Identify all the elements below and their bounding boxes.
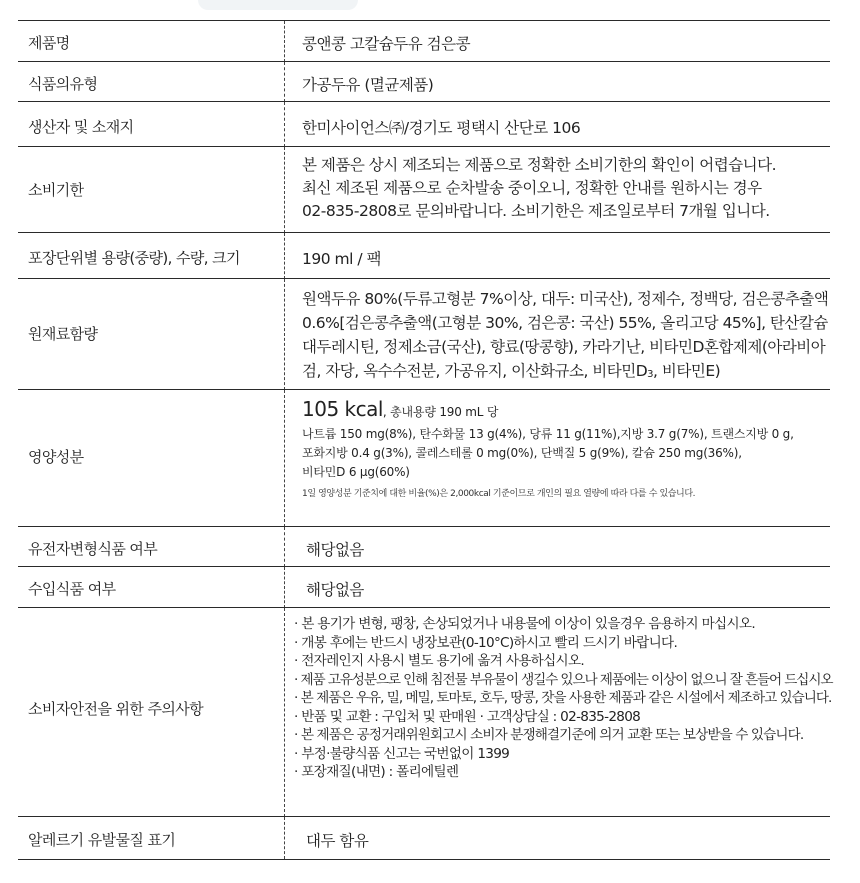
table-row-expiry [18, 146, 830, 233]
table-row-manufacturer [18, 101, 830, 147]
ingredient-line: 원액두유 80%(두류고형분 7%이상, 대두: 미국산), 정제수, 정백당, 검은콩추출액 [302, 290, 829, 308]
column-divider [284, 21, 285, 62]
row-value: 대두 함유 [306, 832, 369, 850]
calorie-headline: 105 kcal [302, 397, 383, 421]
nutrition-footnote: 1일 영양성분 기준치에 대한 비율(%)은 2,000kcal 기준이므로 개인의 필요 열량에 따라 다를 수 있습니다. [302, 489, 696, 499]
row-value [302, 154, 830, 223]
precaution-item: · 반품 및 교환 : 구입처 및 판매원 · 고객상담실 : 02-835-2808 [294, 708, 641, 725]
calorie-note: , 총내용량 190 mL 당 [382, 405, 499, 419]
expiry-line: 최신 제조된 제품으로 순차발송 중이오니, 정확한 안내를 원하시는 경우 [302, 179, 762, 197]
row-label: 유전자변형식품 여부 [28, 540, 158, 558]
background-decoration [198, 0, 358, 10]
row-value [302, 396, 830, 501]
column-divider [284, 62, 285, 102]
row-label: 식품의유형 [28, 75, 98, 93]
product-info-table [18, 0, 833, 883]
column-divider [284, 817, 285, 859]
precaution-item: · 부정·불량식품 신고는 국번없이 1399 [294, 745, 510, 762]
column-divider [284, 390, 285, 527]
precaution-item: · 본 용기가 변형, 팽창, 손상되었거나 내용물에 이상이 있을경우 음용하지 마십시오. [294, 616, 755, 632]
nutrition-line: 포화지방 0.4 g(3%), 콜레스테롤 0 mg(0%), 단백질 5 g(9%), 칼슘 250 mg(36%), [302, 446, 742, 460]
row-value [302, 287, 830, 387]
table-row-nutrition [18, 389, 830, 527]
column-divider [284, 608, 285, 817]
row-label: 수입식품 여부 [28, 580, 116, 598]
ingredient-text: , 비타민E) [653, 362, 721, 380]
table-row-allergens [18, 816, 830, 860]
row-value: 한미사이언스㈜/경기도 평택시 산단로 106 [302, 119, 581, 137]
column-divider [284, 279, 285, 390]
row-label: 포장단위별 용량(중량), 수량, 크기 [28, 249, 240, 267]
precaution-item: · 개봉 후에는 반드시 냉장보관(0-10°C)하시고 빨리 드시기 바랍니다. [294, 634, 678, 651]
table-row-gmo [18, 526, 830, 567]
row-value: 해당없음 [306, 581, 364, 599]
ingredient-line: 0.6%[검은콩추출액(고형분 30%, 검은콩: 국산) 55%, 올리고당 45%], 탄산칼슘 [302, 314, 828, 332]
table-row-food-type [18, 61, 830, 102]
ingredient-text: 검, 자당, 옥수수전분, 가공유지, 이산화규소, 비타민D [302, 362, 648, 380]
table-row-ingredients [18, 278, 830, 390]
ingredient-line [302, 359, 830, 387]
row-label: 소비기한 [28, 181, 84, 199]
row-value: 콩앤콩 고칼슘두유 검은콩 [302, 35, 471, 53]
nutrition-line: 나트륨 150 mg(8%), 탄수화물 13 g(4%), 당류 11 g(11%),지방 3.7 g(7%), 트랜스지방 0 g, [302, 427, 794, 441]
precaution-item: · 본 제품은 우유, 밀, 메밀, 토마토, 호두, 땅콩, 잣을 사용한 제품과 같은 시설에서 제조하고 있습니다. [294, 690, 832, 706]
row-label: 알레르기 유발물질 표기 [28, 831, 176, 849]
nutrition-line: 비타민D 6 μg(60%) [302, 465, 410, 479]
column-divider [284, 567, 285, 608]
precaution-item: · 제품 고유성분으로 인해 침전물 부유물이 생길수 있으나 제품에는 이상이 없으니 잘 흔들어 드십시오 [294, 671, 833, 688]
column-divider [284, 233, 285, 279]
row-value: 해당없음 [306, 541, 364, 559]
table-row-package-size [18, 232, 830, 279]
expiry-line: 02-835-2808로 문의바랍니다. 소비기한은 제조일로부터 7개월 입니다. [302, 202, 770, 220]
column-divider [284, 102, 285, 147]
row-value: 가공두유 (멸균제품) [302, 76, 434, 94]
row-label: 원재료함량 [28, 325, 98, 343]
subscript-3: 3 [647, 369, 654, 380]
table-row-precautions [18, 607, 833, 817]
ingredient-line: 대두레시틴, 정제소금(국산), 향료(땅콩향), 카라기난, 비타민D혼합제제(아라비아 [302, 338, 826, 356]
precaution-item: · 전자레인지 사용시 별도 용기에 옮겨 사용하십시오. [294, 653, 585, 669]
row-value: 190 ml / 팩 [302, 250, 381, 268]
row-value [294, 615, 833, 782]
row-label: 소비자안전을 위한 주의사항 [28, 700, 204, 718]
row-label: 영양성분 [28, 448, 84, 466]
precaution-item: · 본 제품은 공정거래위원회고시 소비자 분쟁해결기준에 의거 교환 또는 보상받을 수 있습니다. [294, 727, 804, 743]
row-label: 제품명 [28, 34, 70, 52]
table-row-product-name [18, 20, 830, 62]
column-divider [284, 147, 285, 233]
table-row-imported [18, 566, 830, 608]
column-divider [284, 527, 285, 567]
row-label: 생산자 및 소재지 [28, 118, 134, 136]
expiry-line: 본 제품은 상시 제조되는 제품으로 정확한 소비기한의 확인이 어렵습니다. [302, 156, 777, 174]
precaution-item: · 포장재질(내면) : 폴리에틸렌 [294, 764, 459, 780]
